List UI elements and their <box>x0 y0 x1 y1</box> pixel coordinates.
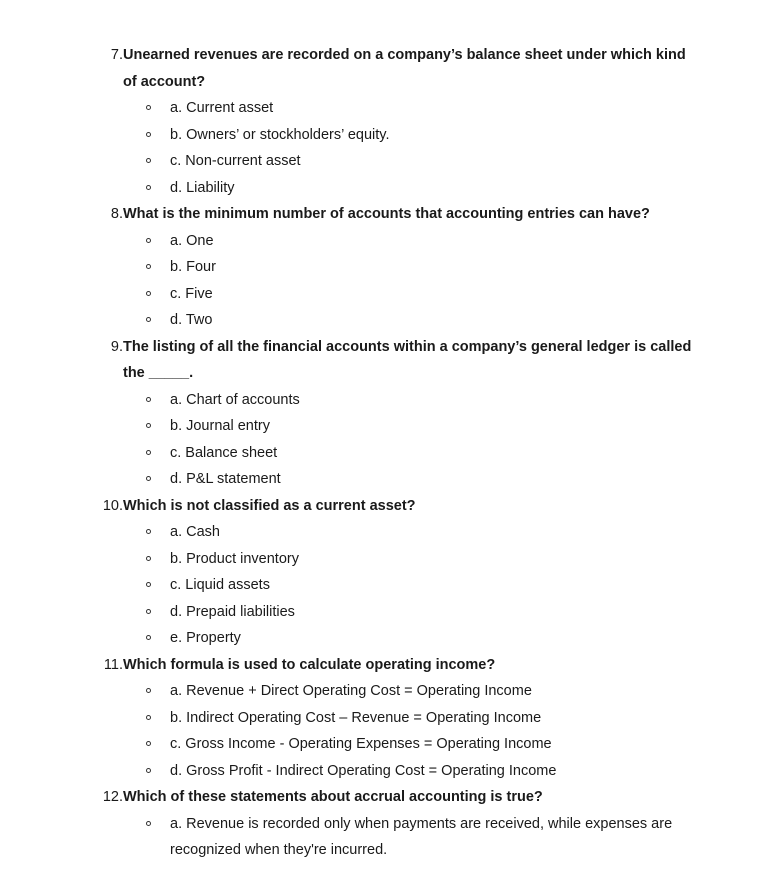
option-text: b. Product inventory <box>170 550 299 567</box>
option-text: d. Liability <box>170 179 235 196</box>
bullet-circle-icon <box>146 291 151 296</box>
option-text: b. Owners’ or stockholders’ equity. <box>170 126 390 143</box>
question-text: Which formula is used to calculate operating income? <box>123 656 496 673</box>
bullet-circle-icon <box>146 423 151 428</box>
question-line <box>99 334 719 361</box>
option-text: a. Revenue + Direct Operating Cost = Operating Income <box>170 683 532 699</box>
option-item <box>99 387 719 414</box>
bullet-circle-icon <box>146 715 151 720</box>
bullet-circle-icon <box>146 264 151 269</box>
question-10 <box>99 493 719 652</box>
question-number: 7. <box>110 47 123 63</box>
option-list <box>99 811 719 864</box>
bullet-circle-icon <box>146 317 151 322</box>
option-text: d. Gross Profit - Indirect Operating Cost = Operating Income <box>170 762 557 779</box>
question-number: 12. <box>102 789 123 805</box>
question-line <box>99 360 719 387</box>
question-text: Which of these statements about accrual accounting is true? <box>123 789 543 805</box>
option-list <box>99 95 719 201</box>
option-text: b. Journal entry <box>170 418 270 434</box>
question-number: 8. <box>110 206 123 222</box>
bullet-circle-icon <box>146 158 151 163</box>
bullet-circle-icon <box>146 397 151 402</box>
option-item <box>99 307 719 334</box>
option-item <box>99 811 719 838</box>
option-item <box>99 731 719 758</box>
option-item <box>99 678 719 705</box>
option-text: d. P&L statement <box>170 471 281 487</box>
option-item <box>99 519 719 546</box>
option-item <box>99 466 719 493</box>
option-item-continued <box>99 837 719 864</box>
question-9 <box>99 334 719 493</box>
option-list <box>99 678 719 784</box>
option-list <box>99 228 719 334</box>
option-item <box>99 413 719 440</box>
option-item <box>99 572 719 599</box>
bullet-circle-icon <box>146 821 151 826</box>
option-text: d. Two <box>170 312 213 328</box>
option-item <box>99 440 719 467</box>
option-text: b. Four <box>170 259 216 275</box>
option-item <box>99 546 719 573</box>
bullet-circle-icon <box>146 768 151 773</box>
option-text: c. Five <box>170 285 213 302</box>
option-item <box>99 281 719 308</box>
question-line <box>99 652 719 679</box>
question-text: Which is not classified as a current asset? <box>123 497 416 514</box>
option-text: a. Chart of accounts <box>170 391 300 408</box>
question-line <box>99 42 719 69</box>
option-item <box>99 758 719 785</box>
option-text: c. Gross Income - Operating Expenses = Operating Income <box>170 736 552 752</box>
question-number: 11. <box>103 656 123 673</box>
bullet-circle-icon <box>146 238 151 243</box>
bullet-circle-icon <box>146 556 151 561</box>
option-text: b. Indirect Operating Cost – Revenue = Operating Income <box>170 709 542 726</box>
question-number: 9. <box>110 338 123 355</box>
option-text: a. Current asset <box>170 100 274 116</box>
option-text: c. Balance sheet <box>170 444 278 461</box>
question-text-continued: of account? <box>123 73 206 90</box>
bullet-circle-icon <box>146 609 151 614</box>
bullet-circle-icon <box>146 741 151 746</box>
option-item <box>99 148 719 175</box>
option-item <box>99 705 719 732</box>
option-item <box>99 95 719 122</box>
question-list <box>99 42 719 864</box>
bullet-circle-icon <box>146 529 151 534</box>
question-line <box>99 784 719 811</box>
bullet-circle-icon <box>146 688 151 693</box>
question-line <box>99 201 719 228</box>
bullet-circle-icon <box>146 635 151 640</box>
option-item <box>99 175 719 202</box>
option-text: c. Liquid assets <box>170 577 270 593</box>
option-text: a. One <box>170 232 214 249</box>
bullet-circle-icon <box>146 105 151 110</box>
question-12 <box>99 784 719 864</box>
question-line <box>99 69 719 96</box>
option-text-continued: recognized when they're incurred. <box>170 842 388 858</box>
option-text: a. Cash <box>170 524 220 540</box>
question-line <box>99 493 719 520</box>
option-item <box>99 599 719 626</box>
option-list <box>99 387 719 493</box>
bullet-circle-icon <box>146 185 151 190</box>
question-number: 10. <box>102 497 123 514</box>
option-item <box>99 122 719 149</box>
option-item <box>99 625 719 652</box>
question-7 <box>99 42 719 201</box>
question-text: What is the minimum number of accounts that accounting entries can have? <box>123 206 650 222</box>
option-item <box>99 228 719 255</box>
question-text-continued: the _____. <box>123 365 194 381</box>
bullet-circle-icon <box>146 132 151 137</box>
question-text: Unearned revenues are recorded on a company’s balance sheet under which kind <box>123 47 686 63</box>
option-text: c. Non-current asset <box>170 153 301 169</box>
bullet-circle-icon <box>146 450 151 455</box>
option-item <box>99 254 719 281</box>
option-list <box>99 519 719 652</box>
question-text: The listing of all the financial accounts within a company’s general ledger is called <box>123 338 692 355</box>
bullet-circle-icon <box>146 476 151 481</box>
question-11 <box>99 652 719 785</box>
question-8 <box>99 201 719 334</box>
bullet-circle-icon <box>146 582 151 587</box>
option-text: d. Prepaid liabilities <box>170 603 295 620</box>
option-text: a. Revenue is recorded only when payments are received, while expenses are <box>170 815 673 832</box>
option-text: e. Property <box>170 630 241 646</box>
